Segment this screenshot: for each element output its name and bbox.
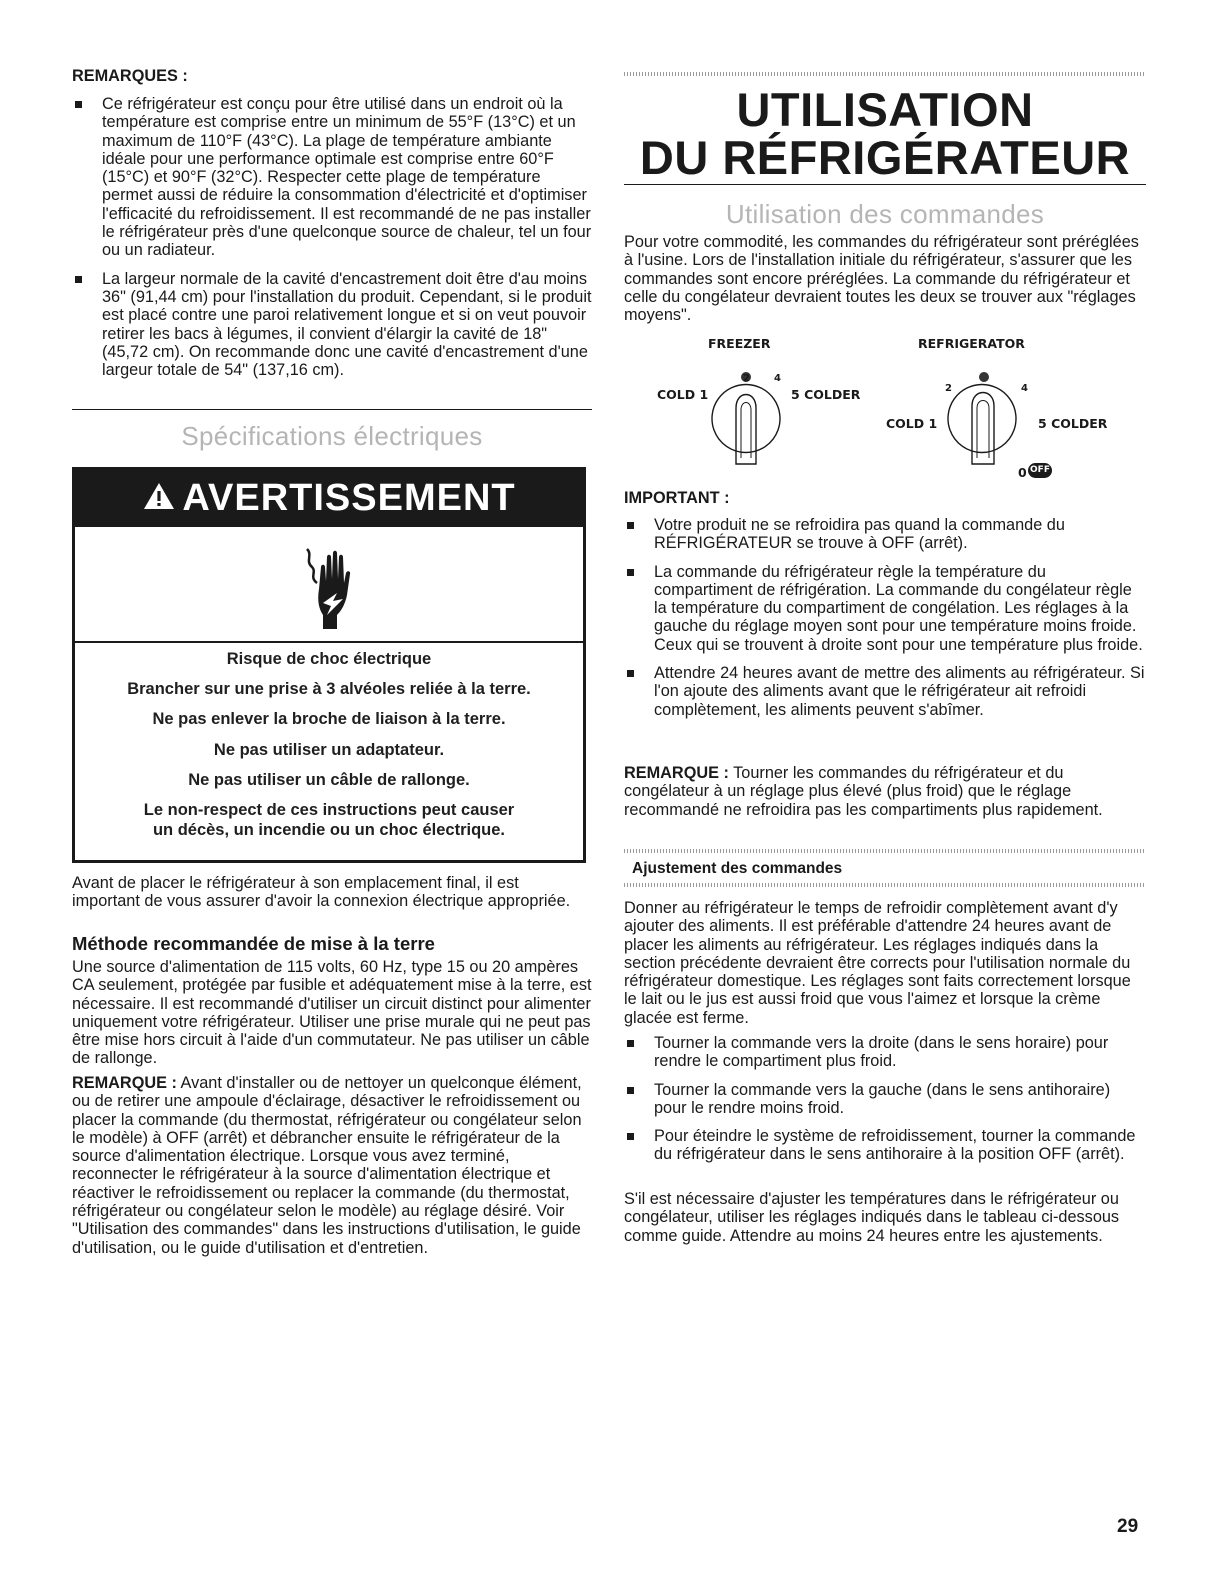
warning-triangle-icon: [142, 471, 176, 528]
important-title: IMPORTANT :: [624, 489, 730, 507]
note-label: REMARQUE :: [624, 764, 729, 782]
important-list: [624, 516, 1146, 719]
freezer-num-4: 4: [774, 373, 781, 384]
list-item: Ce réfrigérateur est conçu pour être utilisé dans un endroit où la température est comprise entre un minimum de 55°F (13°C) et un maximum de 110°F (43°C). La plage de température ambiante idéale pour une performance optimale est comprise entre 60°F (15°C) et 90°F (32°C). Respecter cette plage de température permet aussi de réduire la consommation d'électricité et d'optimiser l'efficacité du refroidissement. Il est recommandé de ne pas installer le réfrigérateur près d'une quelconque source de chaleur, tel un four ou un radiateur.: [72, 95, 592, 260]
section-title-electrical: Spécifications électriques: [181, 421, 483, 451]
list-item: Pour éteindre le système de refroidissement, tourner la commande du réfrigérateur dans le sens antihoraire à la position OFF (arrêt).: [624, 1127, 1146, 1164]
intro-paragraph: Avant de placer le réfrigérateur à son emplacement final, il est important de vous assurer d'avoir la connexion électrique appropriée.: [72, 874, 571, 911]
list-item: La largeur normale de la cavité d'encastrement doit être d'au moins 36" (91,44 cm) pour l'installation du produit. Cependant, si le produit est placé contre une paroi relativement longue et si on veut pouvoir retirer les bacs à légumes, il convient d'élargir la cavité de 18" (45,72 cm). On recommande donc une cavité d'encastrement d'une largeur totale de 54" (137,16 cm).: [72, 270, 592, 380]
refrigerator-label: REFRIGERATOR: [918, 336, 1025, 351]
off-badge: OFF: [1028, 463, 1052, 478]
warning-header-text: AVERTISSEMENT: [182, 477, 516, 519]
remarks-list: [72, 95, 592, 379]
refrigerator-colder: 5 COLDER: [1038, 416, 1108, 431]
hatch-divider: [624, 883, 1146, 887]
divider: [624, 184, 1146, 185]
freezer-num-2: 2: [743, 373, 750, 384]
warning-line-6b: un décès, un incendie ou un choc électrique.: [152, 821, 506, 839]
adjust-intro: Donner au réfrigérateur le temps de refroidir complètement avant d'y ajouter des aliments. Il est préférable d'attendre 24 heures avant de placer les aliments au réfrigérateur. Les réglages indiqués dans la section précédente devraient être corrects pour l'utilisation normale du réfrigérateur domestique. Les réglages sont faits correctement lorsque le lait ou le jus est aussi froid que vous l'aimez et lorsque la crème glacée est ferme.: [624, 899, 1131, 1027]
list-item: Tourner la commande vers la droite (dans le sens horaire) pour rendre le compartiment plus froid.: [624, 1034, 1146, 1071]
page-title-line-1: UTILISATION: [736, 83, 1034, 136]
freezer-label: FREEZER: [708, 336, 771, 351]
warning-line-4: Ne pas utiliser un adaptateur.: [213, 741, 445, 759]
freezer-colder: 5 COLDER: [791, 387, 861, 402]
warning-line-3: Ne pas enlever la broche de liaison à la terre.: [152, 710, 506, 728]
warning-header: [75, 470, 583, 527]
note-body: Avant d'installer ou de nettoyer un quelconque élément, ou de retirer une ampoule d'éclairage, désactiver le refroidissement ou placer la commande (du thermostat, réfrigérateur ou congélateur selon le modèle) à OFF (arrêt) et débrancher ensuite le réfrigérateur de la source d'alimentation électrique. Lorsque vous avez terminé, reconnecter le réfrigérateur à la source d'alimentation électrique et réactiver le refroidissement ou replacer la commande (du thermostat, réfrigérateur ou congélateur selon le modèle) au réglage désiré. Voir "Utilisation des commandes" dans les instructions d'utilisation, le guide d'utilisation, ou le guide d'utilisation et d'entretien.: [72, 1074, 582, 1257]
refrigerator-num-0: 0: [1018, 465, 1027, 480]
note-paragraph-right: [624, 764, 1146, 819]
adjust-outro: S'il est nécessaire d'ajuster les températures dans le réfrigérateur ou congélateur, utiliser les réglages indiqués dans le tableau ci-dessous comme guide. Attendre au moins 24 heures entre les ajustements.: [624, 1190, 1120, 1245]
note-paragraph: [72, 1074, 592, 1257]
page-number: 29: [1117, 1516, 1139, 1537]
list-item: Attendre 24 heures avant de mettre des aliments au réfrigérateur. Si l'on ajoute des aliments avant que le réfrigérateur ait refroidi complètement, les aliments peuvent s'abîmer.: [624, 664, 1146, 719]
refrigerator-cold: COLD 1: [886, 416, 938, 431]
adjust-title: Ajustement des commandes: [632, 860, 843, 877]
page-title-line-2: DU RÉFRIGÉRATEUR: [639, 131, 1131, 184]
list-item: Votre produit ne se refroidira pas quand la commande du RÉFRIGÉRATEUR se trouve à OFF (arrêt).: [624, 516, 1146, 553]
refrigerator-num-4: 4: [1021, 383, 1028, 394]
warning-image-area: [75, 527, 583, 643]
warning-box: [72, 467, 586, 863]
section-title-controls: Utilisation des commandes: [725, 199, 1045, 229]
method-body: Une source d'alimentation de 115 volts, 60 Hz, type 15 ou 20 ampères CA seulement, protégée par fusible et adéquatement mise à la terre, est nécessaire. Il est recommandé d'utiliser un circuit distinct pour alimenter uniquement votre réfrigérateur. Utiliser une prise murale qui ne peut pas être mise hors circuit à l'aide d'un commutateur. Ne pas utiliser un câble de rallonge.: [72, 958, 592, 1068]
refrigerator-num-2: 2: [945, 383, 952, 394]
warning-line-2: Brancher sur une prise à 3 alvéoles reliée à la terre.: [127, 680, 531, 698]
remarks-title: REMARQUES :: [72, 67, 188, 85]
note-body: Tourner les commandes du réfrigérateur et du congélateur à un réglage plus élevé (plus froid) que le réglage recommandé ne refroidira pas les compartiments plus rapidement.: [624, 764, 1103, 819]
freezer-knob-icon: [708, 368, 788, 482]
warning-line-5: Ne pas utiliser un câble de rallonge.: [188, 771, 470, 789]
adjust-list: [624, 1034, 1146, 1164]
list-item: Tourner la commande vers la gauche (dans le sens antihoraire) pour le rendre moins froid.: [624, 1081, 1146, 1118]
freezer-cold: COLD 1: [657, 387, 709, 402]
list-item: La commande du réfrigérateur règle la température du compartiment de réfrigération. La commande du congélateur règle la température du compartiment de congélation. Les réglages à la gauche du réglage moyen sont pour une température moins froide. Ceux qui se trouvent à droite sont pour une température plus froide.: [624, 563, 1146, 654]
divider: [72, 409, 592, 410]
method-title: Méthode recommandée de mise à la terre: [72, 933, 435, 954]
hatch-divider: [624, 849, 1146, 853]
hatch-divider: [624, 72, 1146, 76]
warning-risk: Risque de choc électrique: [226, 650, 432, 668]
electric-shock-hand-icon: [303, 545, 363, 631]
warning-line-6a: Le non-respect de ces instructions peut causer: [143, 801, 515, 819]
refrigerator-knob-icon: [942, 368, 1022, 482]
note-label: REMARQUE :: [72, 1074, 177, 1092]
controls-intro: Pour votre commodité, les commandes du réfrigérateur sont préréglées à l'usine. Lors de l'installation initiale du réfrigérateur, s'assurer que les commandes sont encore préréglées. La commande du réfrigérateur et celle du congélateur devraient toutes les deux se trouver aux "réglages moyens".: [624, 233, 1139, 325]
